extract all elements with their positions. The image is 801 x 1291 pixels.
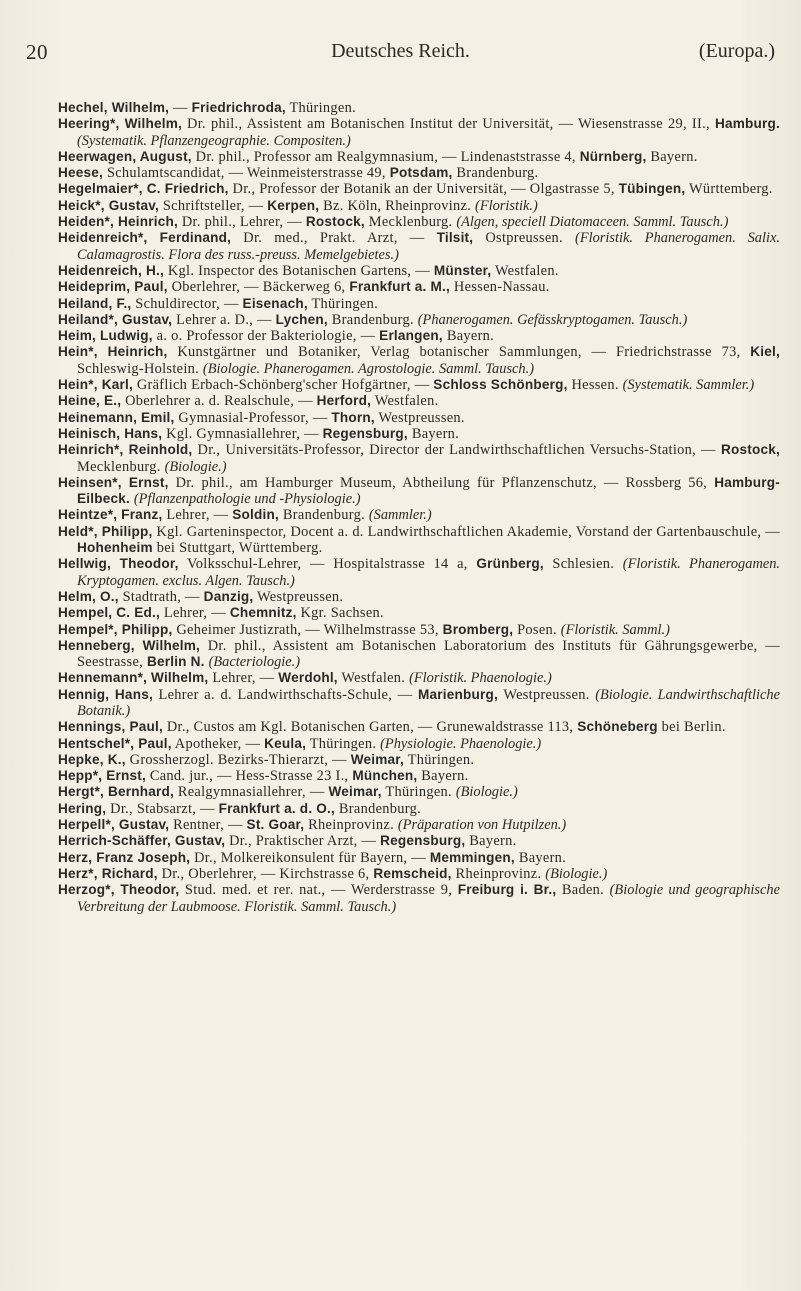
entry-place: Keula,: [264, 735, 307, 751]
directory-entry: [58, 850, 780, 866]
entry-place: Hamburg.: [714, 116, 780, 132]
entry-region: Württemberg.: [685, 181, 773, 198]
directory-entry: [58, 100, 780, 116]
running-title: Deutsches Reich.: [331, 40, 470, 62]
person-name: Herrich-Schäffer, Gustav,: [58, 833, 226, 849]
entry-interests: (Bacteriologie.): [208, 654, 301, 671]
entry-place: St. Goar,: [246, 817, 305, 833]
entry-details: Geheimer Justizrath, — Wilhelmstrasse 53,: [172, 621, 443, 638]
entry-region: Ostpreussen.: [473, 230, 576, 247]
entry-region: Thüringen.: [381, 784, 456, 801]
entry-region: Schleswig-Holstein.: [77, 360, 203, 377]
entry-details: Grossherzogl. Bezirks-Thierarzt, —: [125, 751, 351, 768]
entry-place: Werdohl,: [278, 670, 338, 686]
entry-details: Realgymnasiallehrer, —: [173, 784, 329, 801]
directory-entry: [58, 817, 780, 833]
entry-place: Weimar,: [350, 751, 405, 767]
directory-entry: [58, 263, 780, 279]
directory-entry: [58, 882, 780, 915]
entry-details: Dr., Custos am Kgl. Botanischen Garten, — Grunewaldstrasse 113,: [162, 719, 578, 736]
person-name: Hein*, Heinrich,: [58, 344, 168, 360]
entry-region: Westfalen.: [337, 670, 410, 687]
entry-region: Kgr. Sachsen.: [296, 605, 384, 622]
entry-region: Hessen.: [567, 377, 623, 394]
person-name: Heine, E.,: [58, 393, 122, 409]
entry-interests: (Sammler.): [368, 507, 432, 524]
entry-details: Dr., Professor der Botanik an der Universität, — Olgastrasse 5,: [228, 181, 619, 198]
person-name: Heim, Ludwig,: [58, 328, 153, 344]
person-name: Herpell*, Gustav,: [58, 817, 170, 833]
directory-entry: [58, 328, 780, 344]
entry-region: Westpreussen.: [498, 686, 596, 703]
entry-details: Gräflich Erbach-Schönberg'scher Hofgärtner, —: [132, 377, 434, 394]
directory-entry: [58, 426, 780, 442]
entry-interests: (Floristik. Phanerogamen. Kryptogamen. exclus. Algen. Tausch.): [77, 556, 781, 589]
directory-entry: [58, 214, 780, 230]
entry-region: Brandenburg.: [335, 800, 421, 817]
entry-region: Thüringen.: [285, 100, 356, 116]
entry-details: Kunstgärtner und Botaniker, Verlag botanischer Sammlungen, — Friedrichstrasse 73,: [167, 344, 751, 361]
person-name: Heerwagen, August,: [58, 148, 192, 164]
directory-entries: [58, 100, 780, 915]
entry-region: Mecklenburg.: [77, 458, 165, 475]
entry-details: Schuldirector, —: [131, 295, 243, 312]
directory-entry: [58, 279, 780, 295]
entry-place: Münster,: [433, 262, 492, 278]
entry-place: Schöneberg: [577, 719, 658, 735]
directory-entry: [58, 296, 780, 312]
entry-details: Oberlehrer, — Bäckerweg 6,: [167, 279, 350, 296]
entry-details: Lehrer, —: [159, 605, 230, 622]
entry-details: Dr., Molkereikonsulent für Bayern, —: [190, 849, 430, 866]
person-name: Heick*, Gustav,: [58, 197, 159, 213]
entry-interests: (Biologie.): [545, 865, 608, 882]
directory-entry: [58, 344, 780, 377]
entry-region: Westfalen.: [371, 393, 439, 410]
person-name: Hennig, Hans,: [58, 686, 153, 702]
entry-region: Brandenburg.: [452, 165, 539, 182]
person-name: Herz, Franz Joseph,: [58, 849, 191, 865]
entry-place: Erlangen,: [379, 328, 443, 344]
directory-entry: [58, 475, 780, 508]
person-name: Heinisch, Hans,: [58, 425, 163, 441]
person-name: Hering,: [58, 800, 107, 816]
entry-place: Hohenheim: [77, 540, 153, 556]
entry-details: Dr., Praktischer Arzt, —: [225, 833, 381, 850]
entry-place: Regensburg,: [322, 425, 408, 441]
page-number: 20: [26, 40, 48, 64]
directory-entry: [58, 149, 780, 165]
entry-place: Hamburg-Eilbeck.: [77, 474, 780, 507]
entry-interests: (Biologie. Landwirthschaftliche Botanik.): [77, 686, 780, 719]
person-name: Heidenreich, H.,: [58, 262, 164, 278]
entry-region: Westfalen.: [491, 262, 559, 279]
entry-place: Nürnberg,: [579, 148, 647, 164]
entry-place: Grünberg,: [476, 556, 544, 572]
entry-details: Dr. phil., Lehrer, —: [177, 214, 306, 231]
entry-place: Weimar,: [328, 784, 382, 800]
directory-entry: [58, 181, 780, 197]
page-header: [0, 40, 801, 70]
person-name: Hepp*, Ernst,: [58, 768, 146, 784]
entry-details: Lehrer a. d. Landwirthschafts-Schule, —: [152, 686, 418, 703]
entry-details: Dr. phil., Professor am Realgymnasium, — Lindenaststrasse 4,: [191, 148, 580, 165]
entry-region: Westpreussen.: [253, 588, 344, 605]
entry-region: Schlesien.: [543, 556, 623, 573]
entry-region: Thüringen.: [404, 751, 475, 768]
person-name: Hein*, Karl,: [58, 377, 133, 393]
entry-region: Thüringen.: [307, 295, 379, 312]
person-name: Herzog*, Theodor,: [58, 882, 180, 898]
entry-place: Lychen,: [275, 311, 328, 327]
entry-interests: (Biologie.): [455, 784, 518, 801]
person-name: Hempel, C. Ed.,: [58, 605, 160, 621]
entry-place: Tübingen,: [618, 181, 686, 197]
person-name: Heese,: [58, 165, 104, 181]
entry-interests: (Algen, speciell Diatomaceen. Samml. Tausch.): [456, 214, 729, 231]
entry-region: bei Stuttgart, Württemberg.: [152, 540, 323, 557]
entry-interests: (Floristik.): [475, 197, 538, 214]
entry-interests: (Biologie und geographische Verbreitung der Laubmoose. Floristik. Samml. Tausch.): [77, 882, 780, 915]
entry-region: Hessen-Nassau.: [450, 279, 550, 296]
entry-place: Frankfurt a. M.,: [349, 279, 450, 295]
entry-place: Rostock,: [720, 442, 780, 458]
directory-entry: [58, 230, 780, 263]
person-name: Hellwig, Theodor,: [58, 556, 179, 572]
entry-details: Dr. med., Prakt. Arzt, —: [231, 230, 437, 247]
entry-interests: (Systematik. Pflanzengeographie. Compositen.): [77, 132, 351, 149]
entry-region: Mecklenburg.: [364, 214, 457, 231]
entry-interests: (Physiologie. Phaenologie.): [380, 735, 542, 752]
directory-entry: [58, 670, 780, 686]
entry-region: Rheinprovinz.: [451, 865, 546, 882]
person-name: Heidenreich*, Ferdinand,: [58, 230, 232, 246]
entry-region: Westpreussen.: [374, 409, 465, 426]
entry-place: Tilsit,: [436, 230, 474, 246]
directory-entry: [58, 198, 780, 214]
directory-entry: [58, 507, 780, 523]
entry-details: Volksschul-Lehrer, — Hospitalstrasse 14 a,: [178, 556, 477, 573]
entry-place: Danzig,: [203, 588, 254, 604]
directory-entry: [58, 768, 780, 784]
entry-details: Dr. phil., am Hamburger Museum, Abtheilung für Pflanzenschutz, — Rossberg 56,: [168, 474, 715, 491]
directory-entry: [58, 638, 780, 671]
entry-interests: (Phanerogamen. Gefässkryptogamen. Tausch.): [417, 311, 688, 328]
person-name: Hergt*, Bernhard,: [58, 784, 174, 800]
directory-entry: [58, 784, 780, 800]
entry-place: Bromberg,: [442, 621, 514, 637]
person-name: Heiden*, Heinrich,: [58, 214, 178, 230]
entry-details: Dr. phil., Assistent am Botanischen Laboratorium des Instituts für Gährungsgewerbe, — Seestrasse,: [77, 637, 780, 671]
directory-entry: [58, 687, 780, 720]
entry-details: Gymnasial-Professor, —: [174, 409, 332, 426]
entry-place: Eisenach,: [242, 295, 308, 311]
person-name: Hennings, Paul,: [58, 719, 163, 735]
entry-region: Bayern.: [442, 328, 495, 345]
entry-interests: (Floristik. Phanerogamen. Salix. Calamagrostis. Flora des russ.-preuss. Memelgebietes.): [77, 230, 780, 263]
entry-place: Herford,: [316, 393, 372, 409]
entry-region: Thüringen.: [306, 735, 381, 752]
entry-region: Brandenburg.: [327, 311, 418, 328]
directory-entry: [58, 165, 780, 181]
entry-place: Friedrichroda,: [191, 100, 286, 115]
person-name: Hennemann*, Wilhelm,: [58, 670, 209, 686]
entry-place: Marienburg,: [418, 686, 498, 702]
directory-entry: [58, 312, 780, 328]
directory-entry: [58, 622, 780, 638]
directory-entry: [58, 866, 780, 882]
directory-entry: [58, 393, 780, 409]
entry-interests: (Floristik. Samml.): [560, 621, 670, 638]
entry-details: Dr., Universitäts-Professor, Director der Landwirthschaftlichen Versuchs-Station, —: [192, 442, 721, 459]
entry-details: Dr. phil., Assistent am Botanischen Institut der Universität, — Wiesenstrasse 29, II.,: [181, 116, 715, 133]
entry-region: Bayern.: [646, 148, 698, 165]
entry-place: Chemnitz,: [229, 605, 297, 621]
entry-details: a. o. Professor der Bakteriologie, —: [152, 328, 380, 345]
entry-region: bei Berlin.: [657, 719, 726, 736]
entry-place: Thorn,: [331, 409, 375, 425]
entry-details: Oberlehrer a. d. Realschule, —: [121, 393, 317, 410]
entry-region: Bz. Köln, Rheinprovinz.: [319, 197, 476, 214]
entry-place: Kerpen,: [267, 197, 320, 213]
entry-place: Potsdam,: [389, 165, 453, 181]
entry-place: Freiburg i. Br.,: [457, 882, 557, 898]
person-name: Hechel, Wilhelm,: [58, 100, 170, 115]
entry-place: Frankfurt a. d. O.,: [218, 800, 335, 816]
person-name: Helm, O.,: [58, 588, 119, 604]
person-name: Heiland*, Gustav,: [58, 311, 173, 327]
entry-details: Cand. jur., — Hess-Strasse 23 I.,: [145, 768, 353, 785]
person-name: Heiland, F.,: [58, 295, 132, 311]
entry-region: Brandenburg.: [279, 507, 369, 524]
directory-entry: [58, 116, 780, 149]
entry-details: Kgl. Gymnasiallehrer, —: [162, 425, 323, 442]
person-name: Hegelmaier*, C. Friedrich,: [58, 181, 229, 197]
entry-place: Berlin N.: [146, 654, 205, 670]
person-name: Heideprim, Paul,: [58, 279, 168, 295]
person-name: Hempel*, Philipp,: [58, 621, 173, 637]
directory-entry: [58, 377, 780, 393]
person-name: Hepke, K.,: [58, 751, 126, 767]
person-name: Herz*, Richard,: [58, 865, 158, 881]
entry-region: Posen.: [513, 621, 561, 638]
person-name: Heering*, Wilhelm,: [58, 116, 182, 132]
entry-interests: (Pflanzenpathologie und -Physiologie.): [133, 491, 361, 508]
entry-details: Dr., Stabsarzt, —: [106, 800, 219, 817]
entry-details: Schulamtscandidat, — Weinmeisterstrasse 49,: [103, 165, 390, 182]
entry-details: Stud. med. et rer. nat., — Werderstrasse 9,: [179, 882, 458, 899]
entry-region: Bayern.: [417, 768, 469, 785]
person-name: Heinrich*, Reinhold,: [58, 442, 193, 458]
entry-place: Memmingen,: [429, 849, 515, 865]
directory-entry: [58, 524, 780, 557]
person-name: Heinsen*, Ernst,: [58, 474, 169, 490]
entry-place: Remscheid,: [373, 865, 452, 881]
entry-place: Soldin,: [232, 507, 279, 523]
entry-details: Lehrer, —: [162, 507, 233, 524]
directory-entry: [58, 556, 780, 589]
entry-region: Rheinprovinz.: [304, 817, 398, 834]
entry-place: Regensburg,: [380, 833, 466, 849]
directory-entry: [58, 752, 780, 768]
directory-entry: [58, 605, 780, 621]
entry-details: Stadtrath, —: [118, 588, 204, 605]
person-name: Heinemann, Emil,: [58, 409, 175, 425]
entry-interests: (Präparation von Hutpilzen.): [397, 817, 567, 834]
entry-details: Apotheker, —: [171, 735, 265, 752]
person-name: Hentschel*, Paul,: [58, 735, 172, 751]
directory-entry: [58, 801, 780, 817]
entry-region: Bayern.: [465, 833, 517, 850]
entry-details: —: [169, 100, 192, 116]
entry-details: Kgl. Garteninspector, Docent a. d. Landwirthschaftlichen Akademie, Vorstand der Gartenbauschule, —: [152, 523, 780, 540]
entry-interests: (Systematik. Sammler.): [622, 377, 755, 394]
entry-details: Lehrer a. D., —: [172, 311, 276, 328]
entry-details: Kgl. Inspector des Botanischen Gartens, —: [163, 262, 434, 279]
entry-region: Bayern.: [514, 849, 567, 866]
person-name: Heintze*, Franz,: [58, 507, 163, 523]
entry-interests: (Biologie. Phanerogamen. Agrostologie. Samml. Tausch.): [202, 360, 535, 377]
entry-details: Dr., Oberlehrer, — Kirchstrasse 6,: [157, 865, 374, 882]
entry-region: Baden.: [556, 882, 610, 899]
person-name: Henneberg, Wilhelm,: [58, 637, 200, 653]
entry-details: Rentner, —: [169, 817, 247, 834]
region-label: (Europa.): [698, 40, 775, 62]
directory-entry: [58, 410, 780, 426]
entry-interests: (Floristik. Phaenologie.): [409, 670, 552, 687]
entry-place: München,: [352, 768, 418, 784]
entry-place: Rostock,: [305, 214, 365, 230]
person-name: Held*, Philipp,: [58, 523, 153, 539]
directory-entry: [58, 833, 780, 849]
entry-place: Schloss Schönberg,: [433, 377, 568, 393]
entry-details: Lehrer, —: [208, 670, 279, 687]
directory-entry: [58, 736, 780, 752]
entry-place: Kiel,: [750, 344, 780, 360]
entry-details: Schriftsteller, —: [158, 197, 268, 214]
directory-entry: [58, 719, 780, 735]
directory-entry: [58, 589, 780, 605]
entry-interests: (Biologie.): [164, 458, 227, 475]
directory-entry: [58, 442, 780, 475]
entry-region: Bayern.: [407, 425, 460, 442]
